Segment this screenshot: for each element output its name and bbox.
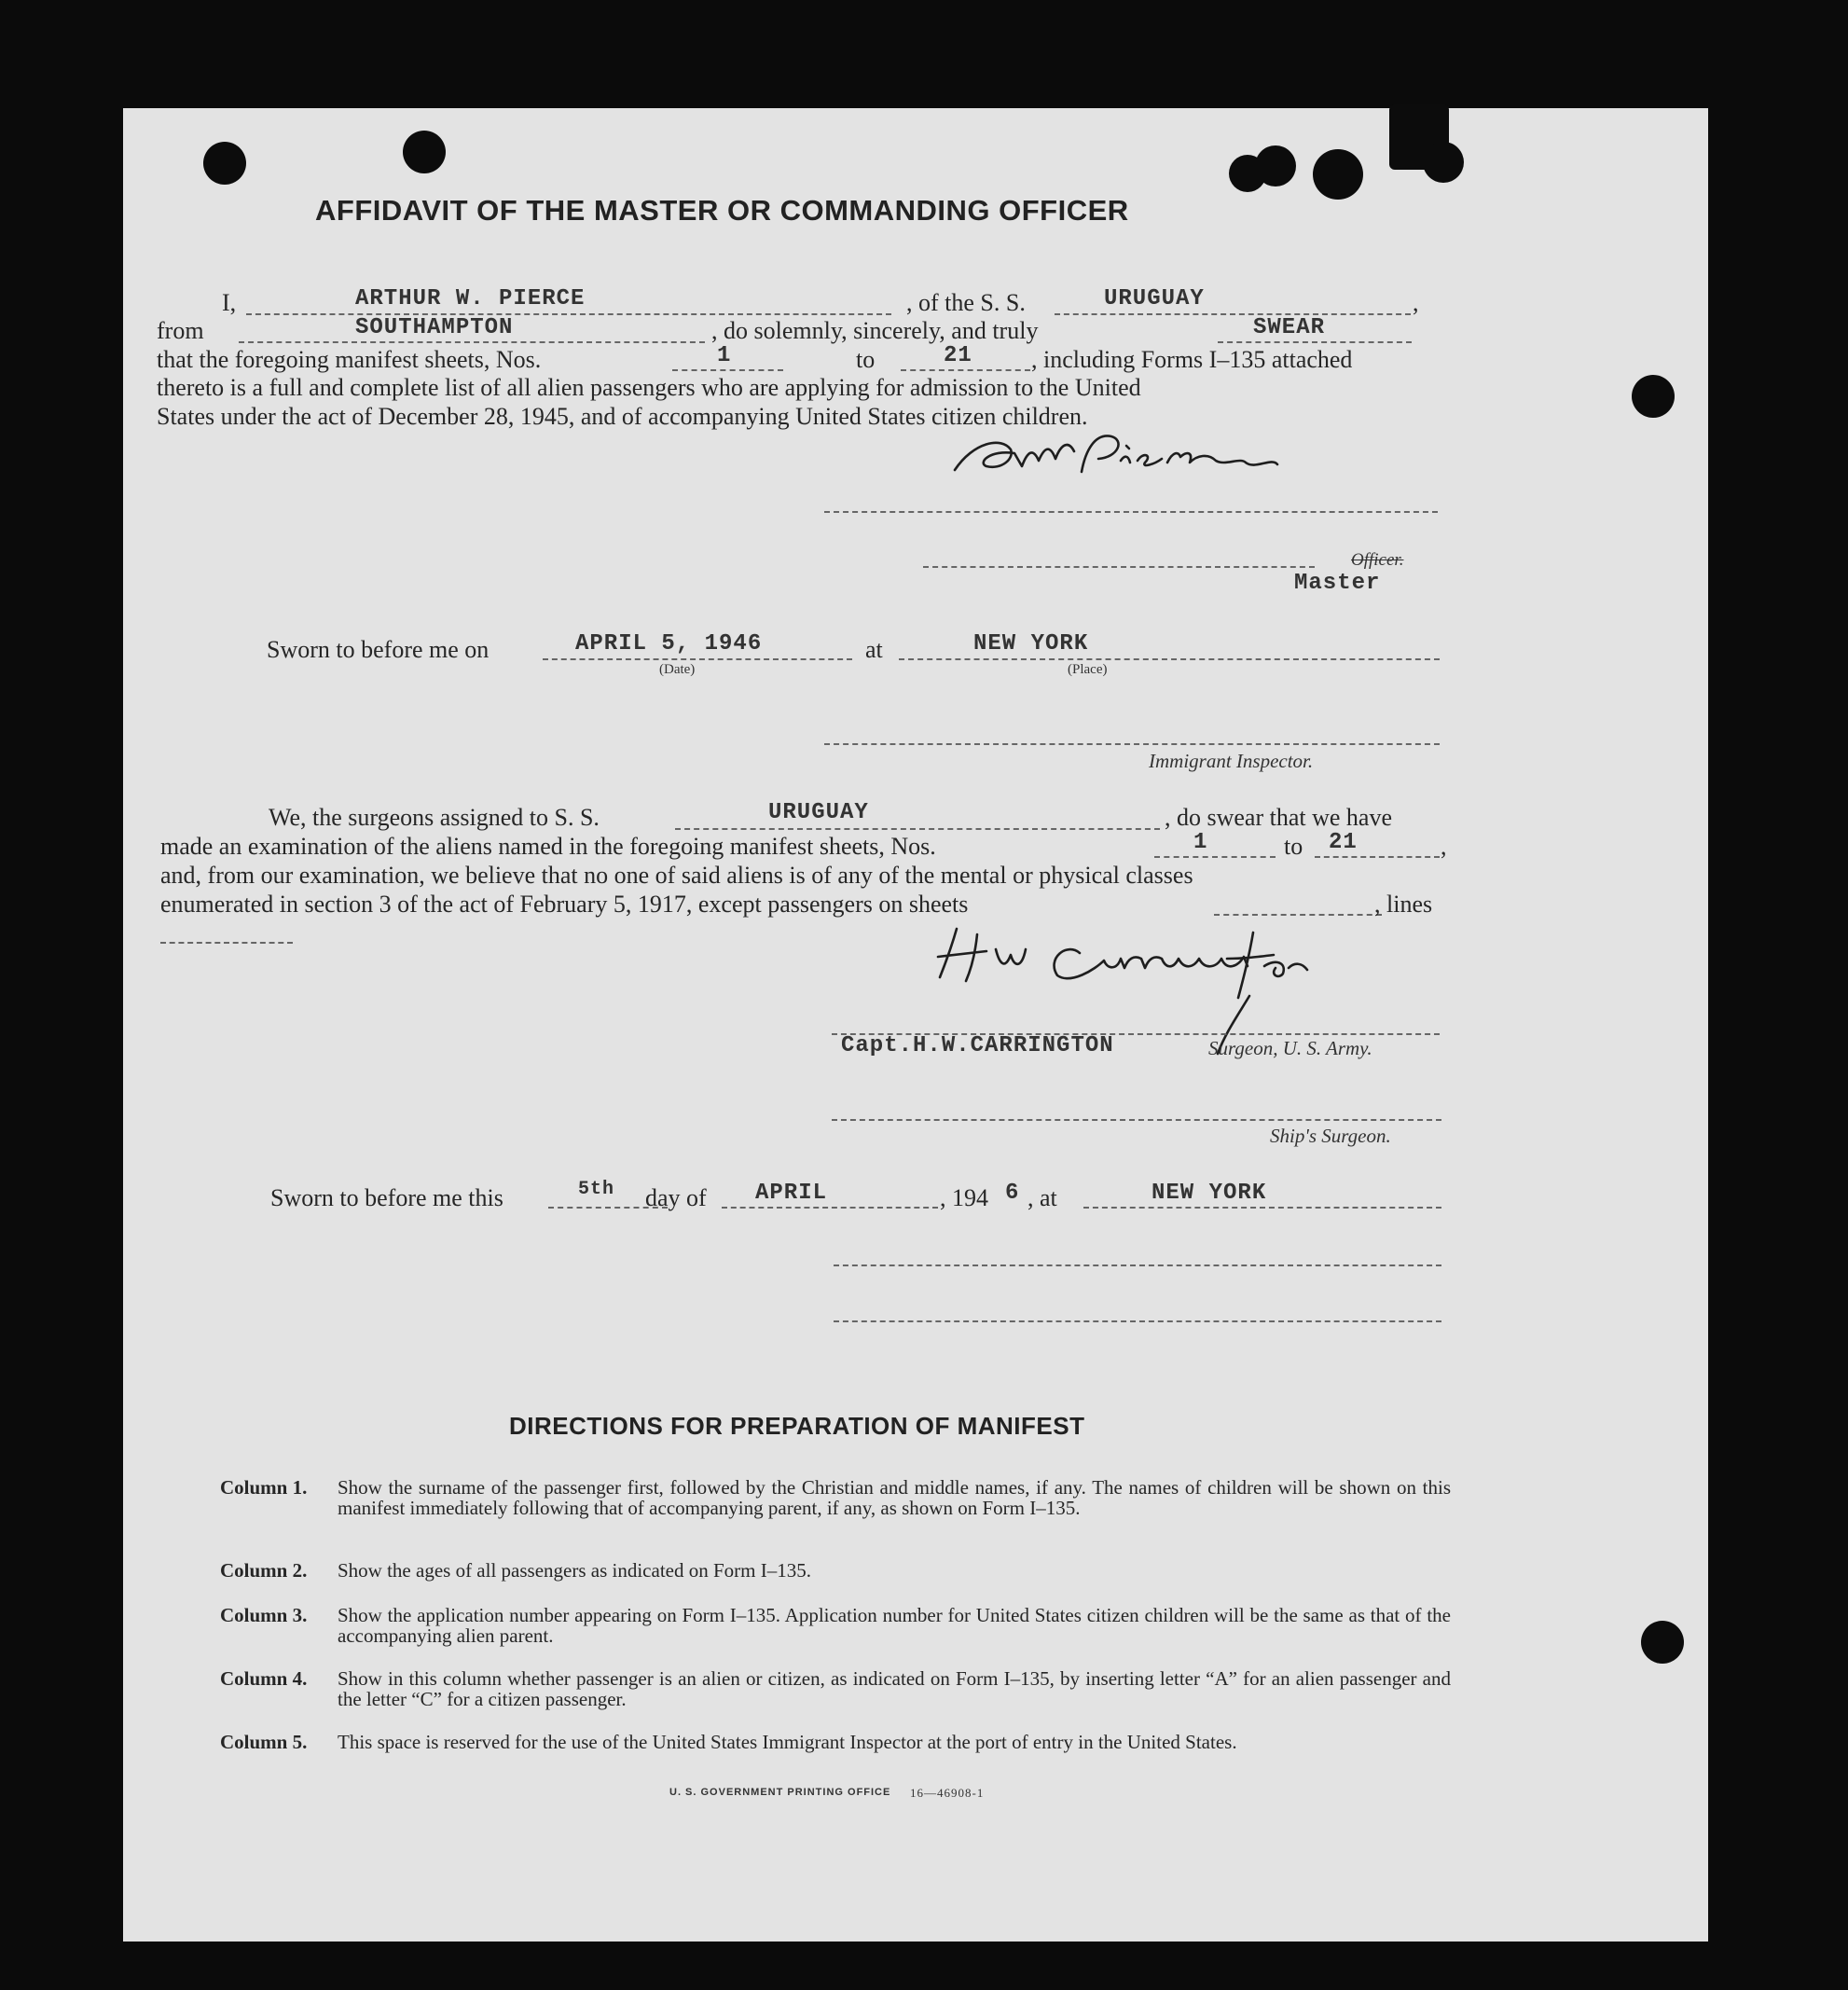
blank-sworn-place (899, 658, 1440, 660)
blank-sworn-month (722, 1207, 938, 1209)
blank-except-sheets (1214, 914, 1382, 916)
blank-sheet-from (672, 369, 783, 371)
inspector-signature-line (824, 743, 1440, 745)
surgeon-sheet-to: 21 (1329, 830, 1358, 855)
blank-surgeon-sheet-to (1315, 856, 1440, 858)
form-number: 16—46908-1 (910, 1786, 985, 1800)
text-to: to (856, 346, 876, 373)
surgeons-text-4a: enumerated in section 3 of the act of February 5, 1917, except passengers on sheets (160, 891, 969, 918)
officer-title-line (923, 566, 1315, 568)
master-signature-line (824, 511, 1438, 513)
text-from: from (157, 317, 204, 344)
sworn-year-digit: 6 (1005, 1181, 1020, 1206)
inspector-line-1 (834, 1264, 1441, 1266)
blank-surgeon-sheet-from (1154, 856, 1276, 858)
blank-master-name (246, 313, 891, 315)
direction-text: This space is reserved for the use of the United States Immigrant Inspector at the port of entry in the United States. (338, 1731, 1237, 1753)
direction-column-4 (220, 1668, 1460, 1713)
punch-hole (203, 142, 246, 185)
direction-label: Column 5. (220, 1731, 308, 1753)
sworn-place: NEW YORK (973, 631, 1089, 656)
surgeons-text-2end: , (1441, 833, 1447, 860)
blank-oath (1218, 341, 1412, 343)
ship-surgeon-caption: Ship's Surgeon. (1270, 1125, 1391, 1147)
officer-label-struck: Officer. (1351, 550, 1404, 570)
date-caption: (Date) (659, 662, 696, 677)
surgeon-army-caption: Surgeon, U. S. Army. (1208, 1037, 1372, 1059)
punch-hole (1255, 145, 1296, 187)
master-name: ARTHUR W. PIERCE (355, 286, 586, 311)
directions-title: DIRECTIONS FOR PREPARATION OF MANIFEST (509, 1412, 1085, 1440)
surgeon-ship: URUGUAY (768, 800, 869, 825)
punch-hole (1313, 149, 1363, 200)
text-year-prefix: , 194 (940, 1184, 988, 1211)
direction-text: Show the surname of the passenger first, followed by the Christian and middle names, if any. The names of children will be shown on this manifest immediately following that of accompanying parent, if any, as shown on Form I–135. (338, 1476, 1451, 1519)
text-at-2: , at (1027, 1184, 1057, 1211)
blank-sworn-place-2 (1083, 1207, 1441, 1209)
master-signature (945, 423, 1300, 489)
punch-hole (1632, 375, 1675, 418)
blank-ship (1055, 313, 1411, 315)
direction-label: Column 2. (220, 1559, 308, 1582)
direction-column-5 (220, 1732, 1460, 1776)
direction-column-3 (220, 1605, 1460, 1650)
punch-hole (1641, 1621, 1684, 1664)
sworn-label: Sworn to before me on (267, 636, 490, 663)
direction-label: Column 3. (220, 1604, 308, 1626)
text-at: at (865, 636, 883, 663)
punch-hole (403, 131, 446, 173)
sheet-to: 21 (944, 343, 972, 368)
surgeon-sheet-from: 1 (1193, 830, 1208, 855)
affidavit-page (123, 108, 1708, 1942)
text-line-4: thereto is a full and complete list of all alien passengers who are applying for admission to the United (157, 374, 1141, 401)
surgeon-sworn-label: Sworn to before me this (270, 1184, 503, 1211)
text-manifest-sheets: that the foregoing manifest sheets, Nos. (157, 346, 542, 373)
place-caption: (Place) (1068, 662, 1108, 677)
printing-office-imprint: U. S. GOVERNMENT PRINTING OFFICE (669, 1787, 891, 1798)
surgeons-text-1b: , do swear that we have (1165, 804, 1393, 831)
surgeon-name: Capt.H.W.CARRINGTON (841, 1033, 1114, 1058)
text-comma: , (1413, 289, 1419, 316)
blank-port-from (239, 341, 705, 343)
ship-surgeon-signature-line (832, 1119, 1441, 1121)
text-line-5: States under the act of December 28, 1945, and of accompanying United States citizen children. (157, 403, 1088, 430)
text-i: I, (222, 289, 237, 316)
punch-hole (1423, 142, 1464, 183)
sheet-from: 1 (717, 343, 732, 368)
direction-text: Show in this column whether passenger is an alien or citizen, as indicated on Form I–135, by inserting letter “A” for an alien passenger and the letter “C” for a citizen passenger. (338, 1667, 1451, 1710)
surgeons-text-1a: We, the surgeons assigned to S. S. (269, 804, 600, 831)
direction-label: Column 4. (220, 1667, 308, 1690)
direction-text: Show the application number appearing on Form I–135. Application number for United States citizen children will be the same as that of the accompanying alien parent. (338, 1604, 1451, 1647)
sworn-place-2: NEW YORK (1152, 1181, 1267, 1206)
direction-column-2 (220, 1560, 1460, 1584)
direction-label: Column 1. (220, 1476, 308, 1499)
blank-except-lines (160, 942, 293, 944)
blank-sworn-date (543, 658, 852, 660)
inspector-line-2 (834, 1320, 1441, 1322)
master-label: Master (1294, 571, 1381, 596)
direction-column-1 (220, 1477, 1460, 1542)
inspector-caption: Immigrant Inspector. (1149, 750, 1314, 772)
direction-text: Show the ages of all passengers as indicated on Form I–135. (338, 1559, 811, 1582)
affidavit-title: AFFIDAVIT OF THE MASTER OR COMMANDING OFFICER (315, 194, 1129, 227)
sworn-date: APRIL 5, 1946 (575, 631, 763, 656)
text-including: , including Forms I–135 attached (1031, 346, 1353, 373)
surgeons-text-3: and, from our examination, we believe that no one of said aliens is of any of the mental or physical classes (160, 862, 1193, 889)
sworn-day: 5th (578, 1179, 615, 1200)
surgeons-text-4b: , lines (1374, 891, 1433, 918)
text-solemnly: , do solemnly, sincerely, and truly (711, 317, 1039, 344)
surgeons-text-2a: made an examination of the aliens named in the foregoing manifest sheets, Nos. (160, 833, 936, 860)
oath-word: SWEAR (1253, 315, 1326, 340)
sworn-month: APRIL (755, 1181, 828, 1206)
blank-surgeon-ship (675, 828, 1160, 830)
surgeons-text-to: to (1284, 833, 1303, 860)
port-from: SOUTHAMPTON (355, 315, 514, 340)
text-day-of: day of (645, 1184, 707, 1211)
blank-sheet-to (901, 369, 1030, 371)
ship-name: URUGUAY (1104, 286, 1205, 311)
text-of-ss: , of the S. S. (906, 289, 1026, 316)
